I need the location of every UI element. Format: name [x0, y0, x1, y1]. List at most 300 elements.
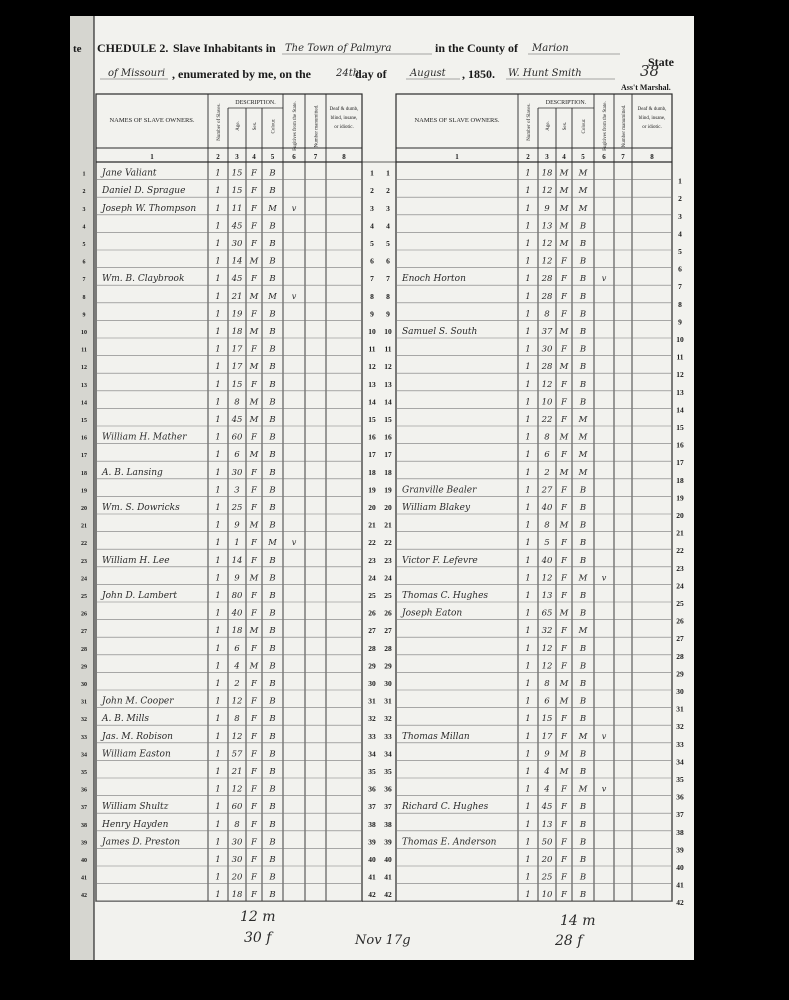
slave-count: 1: [215, 362, 221, 373]
row-number-center-right: 38: [384, 819, 392, 829]
row-number-margin: 21: [81, 523, 87, 530]
slave-count: 1: [215, 450, 221, 461]
slave-age: 12: [541, 239, 553, 249]
row-number-outer: 3: [678, 211, 682, 221]
slave-age: 28: [541, 291, 553, 302]
slave-count: 1: [525, 203, 531, 214]
left-header-names: NAMES OF SLAVE OWNERS.: [109, 117, 195, 124]
row-number-center-left: 1: [370, 168, 374, 178]
row-number-margin: 11: [81, 347, 87, 354]
slave-colour: B: [579, 643, 587, 654]
slave-age: 12: [541, 256, 553, 267]
row-number-outer: 31: [676, 704, 684, 714]
row-number-center-right: 5: [386, 239, 390, 248]
row-number-margin: 20: [81, 506, 87, 512]
slave-count: 1: [525, 555, 531, 566]
slave-count: 1: [215, 837, 221, 848]
row-number-margin: 17: [81, 453, 87, 460]
left-colnum-3: 3: [235, 153, 239, 161]
slave-age: 12: [231, 784, 243, 795]
slave-age: 12: [541, 661, 553, 672]
slave-sex: F: [251, 239, 257, 249]
slave-colour: B: [579, 256, 587, 267]
slave-colour: B: [269, 731, 276, 742]
owner-name: William Easton: [102, 749, 171, 760]
right-header-number: Number of Slaves.: [527, 103, 532, 141]
slave-colour: B: [579, 291, 587, 302]
row-number-center-right: 29: [384, 661, 392, 671]
row-number-margin: 26: [81, 611, 87, 618]
slave-count: 1: [525, 186, 531, 197]
slave-sex: F: [561, 450, 567, 461]
slave-sex: F: [251, 432, 257, 443]
row-number-center-left: 19: [368, 485, 376, 495]
row-number-outer: 2: [678, 194, 682, 204]
slave-colour: B: [269, 309, 276, 320]
row-number-margin: 41: [81, 875, 87, 882]
left-colnum-8: 8: [342, 153, 346, 161]
slave-colour: B: [269, 362, 276, 373]
row-number-margin: 39: [81, 840, 87, 847]
right-colnum-6: 6: [602, 153, 606, 161]
row-number-center-right: 35: [384, 767, 392, 776]
row-number-outer: 22: [676, 546, 684, 556]
row-number-outer: 10: [676, 335, 684, 344]
slave-colour: M: [578, 450, 588, 461]
row-number-margin: 30: [81, 682, 87, 688]
left-total-female: 30 f: [244, 930, 272, 946]
row-number-center-left: 23: [368, 555, 376, 565]
row-number-outer: 18: [676, 475, 684, 485]
slave-sex: F: [251, 714, 257, 725]
slave-colour: B: [269, 749, 276, 760]
slave-colour: B: [269, 643, 276, 654]
slave-colour: M: [578, 415, 588, 425]
owner-name: Thomas Millan: [402, 731, 470, 742]
county-value: Marion: [532, 43, 569, 54]
slave-sex: M: [249, 450, 259, 461]
left-header-fugitives: Fugitives from the State.: [293, 101, 298, 151]
slave-age: 15: [541, 714, 553, 725]
fugitive-mark: v: [601, 784, 607, 794]
slave-count: 1: [525, 397, 531, 408]
slave-age: 60: [231, 802, 243, 813]
slave-count: 1: [215, 256, 221, 267]
slave-colour: B: [269, 872, 276, 883]
slave-colour: B: [269, 344, 276, 355]
row-number-outer: 41: [676, 880, 684, 890]
row-number-center-left: 35: [368, 767, 376, 776]
slave-sex: F: [251, 802, 257, 813]
fugitive-mark: v: [291, 291, 297, 301]
row-number-outer: 16: [676, 440, 684, 450]
slave-age: 17: [541, 731, 553, 742]
slave-colour: B: [269, 696, 276, 707]
slave-age: 6: [544, 450, 550, 461]
right-colnum-7: 7: [621, 153, 625, 161]
slave-count: 1: [525, 802, 531, 813]
row-number-center-right: 12: [384, 362, 392, 372]
slave-age: 22: [541, 415, 553, 425]
marshal-label: Ass't Marshal.: [621, 83, 671, 92]
slave-colour: B: [269, 397, 276, 408]
slave-count: 1: [525, 819, 531, 830]
slave-sex: M: [559, 432, 569, 443]
slave-sex: F: [251, 344, 257, 355]
slave-colour: B: [579, 890, 587, 901]
row-number-margin: 1: [82, 171, 86, 178]
right-colnum-3: 3: [545, 153, 549, 161]
slave-age: 45: [231, 274, 243, 285]
row-number-outer: 37: [676, 810, 684, 820]
slave-sex: M: [249, 573, 259, 584]
slave-age: 65: [541, 608, 553, 619]
svg-text:or idiotic.: or idiotic.: [642, 125, 662, 130]
owner-name: Thomas E. Anderson: [402, 837, 497, 848]
slave-count: 1: [525, 608, 531, 619]
row-number-outer: 17: [676, 458, 684, 468]
slave-sex: F: [561, 591, 567, 601]
slave-count: 1: [215, 890, 221, 901]
slave-sex: M: [559, 203, 569, 214]
row-number-margin: 10: [81, 330, 87, 336]
slave-colour: B: [579, 379, 587, 390]
owner-name: Enoch Horton: [402, 274, 466, 285]
slave-age: 15: [231, 186, 243, 197]
left-colnum-1: 1: [150, 153, 154, 161]
row-number-outer: 15: [676, 423, 684, 432]
slave-colour: B: [579, 327, 587, 337]
slave-sex: M: [559, 608, 569, 619]
row-number-center-left: 3: [370, 203, 374, 213]
slave-count: 1: [215, 397, 221, 408]
slave-colour: B: [579, 661, 587, 672]
slave-sex: F: [251, 890, 257, 901]
year-label: , 1850.: [462, 67, 495, 81]
owner-name: Thomas C. Hughes: [402, 591, 489, 601]
row-number-center-left: 6: [370, 256, 374, 266]
slave-age: 6: [234, 450, 240, 461]
row-number-margin: 3: [82, 206, 86, 213]
row-number-center-left: 29: [368, 661, 376, 671]
slave-age: 45: [541, 802, 553, 813]
slave-count: 1: [525, 520, 531, 531]
right-header-sex: Sex.: [563, 121, 568, 131]
slave-age: 21: [231, 291, 243, 302]
slave-sex: F: [251, 819, 257, 830]
row-number-margin: 25: [81, 594, 87, 600]
slave-sex: F: [561, 661, 567, 672]
row-number-center-right: 16: [384, 432, 392, 442]
marshal-value: W. Hunt Smith: [508, 68, 582, 79]
fugitive-mark: v: [291, 203, 297, 213]
slave-count: 1: [525, 327, 531, 337]
owner-name: Jas. M. Robison: [102, 731, 173, 742]
row-number-center-right: 24: [384, 573, 392, 583]
slave-colour: B: [269, 837, 276, 848]
slave-age: 8: [544, 432, 550, 443]
row-number-outer: 38: [676, 827, 684, 837]
row-number-outer: 21: [676, 528, 684, 538]
slave-age: 9: [234, 573, 240, 584]
row-number-center-left: 42: [368, 890, 376, 900]
row-number-margin: 19: [81, 488, 87, 495]
slave-sex: F: [251, 749, 257, 760]
slave-sex: F: [251, 591, 257, 601]
row-number-outer: 9: [678, 317, 682, 327]
slave-count: 1: [525, 467, 531, 478]
slave-age: 18: [231, 890, 243, 901]
slave-count: 1: [525, 362, 531, 373]
row-number-margin: 8: [82, 294, 86, 301]
row-number-margin: 6: [82, 259, 86, 266]
slave-sex: F: [251, 679, 257, 689]
slave-count: 1: [525, 872, 531, 883]
slave-colour: B: [579, 749, 587, 760]
slave-colour: M: [578, 203, 588, 214]
slave-colour: B: [269, 714, 276, 725]
county-label: in the County of: [435, 41, 519, 55]
slave-count: 1: [525, 503, 531, 513]
slave-sex: M: [249, 520, 259, 531]
owner-name: Wm. B. Claybrook: [102, 274, 185, 285]
row-number-center-right: 37: [384, 802, 392, 812]
slave-age: 12: [541, 186, 553, 197]
row-number-center-left: 31: [368, 696, 376, 706]
slave-colour: B: [269, 379, 276, 390]
slave-count: 1: [215, 855, 221, 865]
paper-sheet: [70, 16, 694, 960]
state-label: State: [648, 55, 674, 69]
slave-age: 1: [234, 538, 240, 549]
slave-sex: M: [559, 767, 569, 777]
slave-sex: F: [251, 555, 257, 566]
row-number-center-left: 10: [368, 327, 376, 336]
slave-colour: B: [269, 415, 276, 425]
left-header-colour: Colour.: [271, 118, 277, 134]
slave-age: 20: [231, 872, 243, 883]
owner-name: Daniel D. Sprague: [102, 186, 186, 197]
slave-colour: B: [579, 485, 587, 496]
slave-colour: M: [578, 784, 588, 795]
owner-name: Jane Valiant: [102, 168, 157, 179]
slave-colour: B: [579, 520, 587, 531]
slave-age: 5: [544, 538, 550, 549]
left-header-sex: Sex.: [253, 121, 258, 131]
slave-sex: M: [559, 362, 569, 373]
slave-count: 1: [525, 890, 531, 901]
slave-age: 27: [541, 485, 553, 496]
left-header-description: DESCRIPTION.: [235, 100, 276, 106]
row-number-outer: 32: [676, 722, 684, 732]
row-number-center-left: 15: [368, 415, 376, 424]
slave-sex: F: [251, 274, 257, 285]
slave-count: 1: [525, 379, 531, 390]
slave-colour: B: [579, 503, 587, 513]
row-number-center-left: 13: [368, 379, 376, 389]
slave-sex: F: [561, 837, 567, 848]
slave-age: 30: [231, 837, 243, 848]
owner-name: Wm. S. Dowricks: [102, 503, 180, 513]
row-number-center-left: 30: [368, 679, 376, 688]
row-number-center-left: 8: [370, 291, 374, 301]
row-number-center-left: 36: [368, 784, 376, 794]
slave-colour: B: [269, 256, 276, 267]
slave-colour: M: [578, 573, 588, 584]
slave-age: 30: [231, 467, 243, 478]
slave-age: 8: [234, 819, 240, 830]
row-number-outer: 8: [678, 299, 682, 309]
slave-sex: F: [561, 855, 567, 865]
row-number-outer: 29: [676, 669, 684, 679]
day-value: 24th: [336, 68, 360, 79]
row-number-margin: 32: [81, 717, 87, 724]
row-number-center-right: 32: [384, 714, 392, 724]
owner-name: John M. Cooper: [102, 696, 174, 707]
slave-age: 45: [231, 415, 243, 425]
slave-sex: F: [561, 309, 567, 320]
row-number-outer: 24: [676, 581, 684, 591]
right-colnum-2: 2: [526, 153, 530, 161]
slave-age: 17: [231, 344, 243, 355]
row-number-center-right: 18: [384, 467, 392, 477]
title-label: Slave Inhabitants in: [173, 41, 276, 55]
row-number-outer: 1: [678, 176, 682, 186]
row-number-center-left: 22: [368, 538, 376, 548]
row-number-margin: 24: [81, 576, 87, 583]
row-number-center-right: 33: [384, 731, 392, 741]
slave-sex: F: [251, 696, 257, 707]
slave-sex: F: [251, 379, 257, 390]
row-number-outer: 23: [676, 563, 684, 573]
slave-colour: B: [579, 608, 587, 619]
row-number-outer: 14: [676, 405, 684, 415]
row-number-center-right: 31: [384, 696, 392, 706]
slave-count: 1: [215, 661, 221, 672]
row-number-center-right: 21: [384, 520, 392, 530]
row-number-margin: 16: [81, 435, 87, 442]
slave-count: 1: [525, 221, 531, 232]
slave-count: 1: [525, 749, 531, 760]
row-number-center-left: 37: [368, 802, 376, 812]
svg-text:blind, insane,: blind, insane,: [330, 116, 358, 121]
slave-age: 2: [544, 467, 550, 478]
row-number-margin: 40: [81, 858, 87, 864]
right-total-female: 28 f: [555, 933, 583, 949]
slave-age: 15: [231, 379, 243, 390]
slave-count: 1: [215, 555, 221, 566]
slave-colour: B: [269, 608, 276, 619]
slave-colour: M: [268, 291, 277, 302]
slave-sex: F: [561, 573, 567, 584]
row-number-center-left: 24: [368, 573, 376, 583]
slave-age: 2: [234, 679, 240, 689]
row-number-center-right: 20: [384, 503, 392, 512]
right-colnum-4: 4: [562, 153, 566, 161]
slave-colour: B: [579, 538, 587, 549]
slave-count: 1: [215, 291, 221, 302]
slave-colour: M: [578, 467, 588, 478]
left-colnum-4: 4: [252, 153, 256, 161]
slave-age: 3: [234, 485, 240, 496]
row-number-outer: 27: [676, 634, 684, 644]
slave-age: 13: [541, 221, 553, 232]
slave-sex: F: [251, 485, 257, 496]
slave-count: 1: [215, 784, 221, 795]
row-number-center-right: 30: [384, 679, 392, 688]
slave-count: 1: [525, 837, 531, 848]
slave-count: 1: [525, 256, 531, 267]
slave-count: 1: [525, 626, 531, 637]
slave-sex: M: [559, 467, 569, 478]
row-number-center-right: 34: [384, 749, 392, 759]
row-number-margin: 5: [82, 242, 86, 248]
slave-count: 1: [215, 186, 221, 197]
slave-sex: F: [561, 291, 567, 302]
slave-colour: B: [269, 573, 276, 584]
row-number-outer: 28: [676, 651, 684, 661]
row-number-center-right: 27: [384, 626, 392, 636]
right-colnum-8: 8: [650, 153, 654, 161]
slave-sex: M: [559, 239, 569, 249]
slave-colour: B: [269, 520, 276, 531]
row-number-margin: 27: [81, 629, 87, 636]
row-number-margin: 28: [81, 646, 87, 653]
slave-colour: B: [579, 767, 587, 777]
left-header-number: Number of Slaves.: [217, 103, 222, 141]
row-number-center-right: 13: [384, 379, 392, 389]
row-number-center-right: 7: [386, 274, 390, 284]
slave-colour: B: [269, 626, 276, 637]
slave-colour: B: [269, 784, 276, 795]
owner-name: William Shultz: [102, 802, 169, 813]
slave-colour: B: [269, 221, 276, 232]
slave-sex: F: [251, 872, 257, 883]
slave-count: 1: [525, 538, 531, 549]
row-number-outer: 39: [676, 845, 684, 855]
slave-count: 1: [215, 168, 221, 179]
slave-sex: F: [251, 309, 257, 320]
slave-sex: F: [561, 538, 567, 549]
slave-count: 1: [215, 696, 221, 707]
row-number-margin: 42: [81, 893, 87, 900]
slave-sex: M: [559, 679, 569, 689]
row-number-center-left: 26: [368, 608, 376, 618]
slave-count: 1: [215, 309, 221, 320]
row-number-center-left: 32: [368, 714, 376, 724]
slave-age: 13: [541, 591, 553, 601]
row-number-margin: 12: [81, 365, 87, 372]
owner-name: Victor F. Lefevre: [402, 555, 478, 566]
slave-colour: B: [269, 679, 276, 689]
slave-age: 8: [544, 309, 550, 320]
slave-age: 14: [231, 256, 243, 267]
owner-name: Henry Hayden: [102, 819, 169, 830]
slave-age: 4: [544, 784, 550, 795]
owner-name: Joseph Eaton: [402, 608, 463, 619]
slave-sex: F: [251, 643, 257, 654]
fugitive-mark: v: [601, 274, 607, 284]
row-number-center-left: 11: [368, 344, 376, 354]
slave-colour: B: [579, 555, 587, 566]
slave-sex: F: [561, 784, 567, 795]
slave-colour: B: [269, 467, 276, 478]
slave-colour: B: [269, 274, 276, 285]
slave-sex: F: [561, 872, 567, 883]
row-number-center-right: 14: [384, 397, 392, 407]
month-value: August: [410, 68, 446, 79]
slave-age: 19: [231, 309, 243, 320]
